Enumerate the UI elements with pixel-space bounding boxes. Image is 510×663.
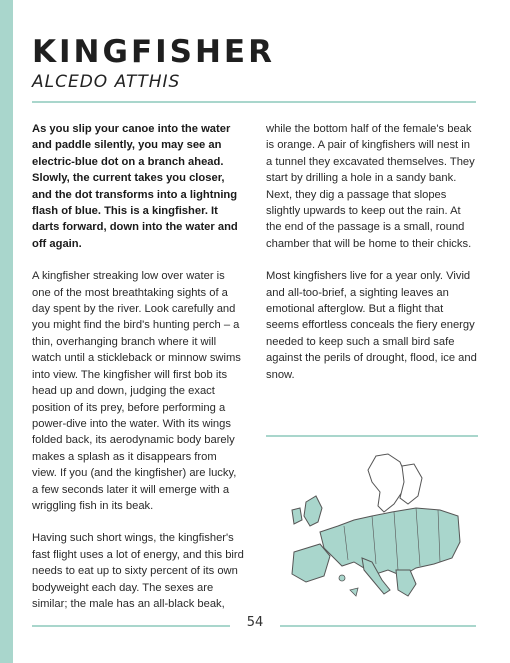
lead-paragraph: As you slip your canoe into the water and paddle silently, you may see an electric-blue dot on a branch ahead. Slowly, the current takes you closer, and the dot transforms into a lightning flash of blue. This is a kingfisher. It darts forward, down into the water and off again. (32, 123, 238, 250)
body-paragraph-1: A kingfisher streaking low over water is one of the most breathtaking sights of a day spent by the river. Look carefully and you might find the bird's hunting perch – a thin, overhanging branch where it will watch until a stickleback or minnow swims into view. The kingfisher will first bob its head up and down, judging the exact position of its prey, before performing a power-dive into the water. With its wings folded back, its aerodynamic body barely makes a splash as it disappears from view. If you (and the kingfisher) are lucky, a few seconds later it will emerge with a wriggling fish in its beak. (32, 270, 241, 512)
text-column-left (32, 121, 244, 628)
europe-range-map-icon (284, 452, 464, 600)
page-number: 54 (246, 615, 264, 630)
body-paragraph-3: Most kingfishers live for a year only. Vivid and all-too-brief, a sighting leaves an emotional afterglow. But a flight that seems effortless conceals the fiery energy needed to keep such a small bird safe against the perils of drought, flood, ice and snow. (266, 270, 477, 381)
body-paragraph-2: Having such short wings, the kingfisher's fast flight uses a lot of energy, and this bird needs to eat up to sixty percent of its own bodyweight each day. The sexes are similar; the male has an all-black beak, (32, 532, 244, 610)
body-paragraph-2-continued: while the bottom half of the female's beak is orange. A pair of kingfishers will nest in a tunnel they excavated themselves. They start by drilling a hole in a sandy bank. Next, they dig a passage that slopes slightly upwards to keep out the rain. At the end of the passage is a small, round chamber that will be home to their chicks. (266, 123, 475, 250)
page-title: KINGFISHER (32, 34, 275, 70)
text-column-right (266, 121, 478, 399)
title-divider (32, 101, 476, 103)
page-side-bar (0, 0, 13, 663)
footer-divider-right (280, 625, 476, 627)
footer-divider-left (32, 625, 230, 627)
latin-name: ALCEDO ATTHIS (32, 72, 181, 92)
map-divider (266, 435, 478, 437)
